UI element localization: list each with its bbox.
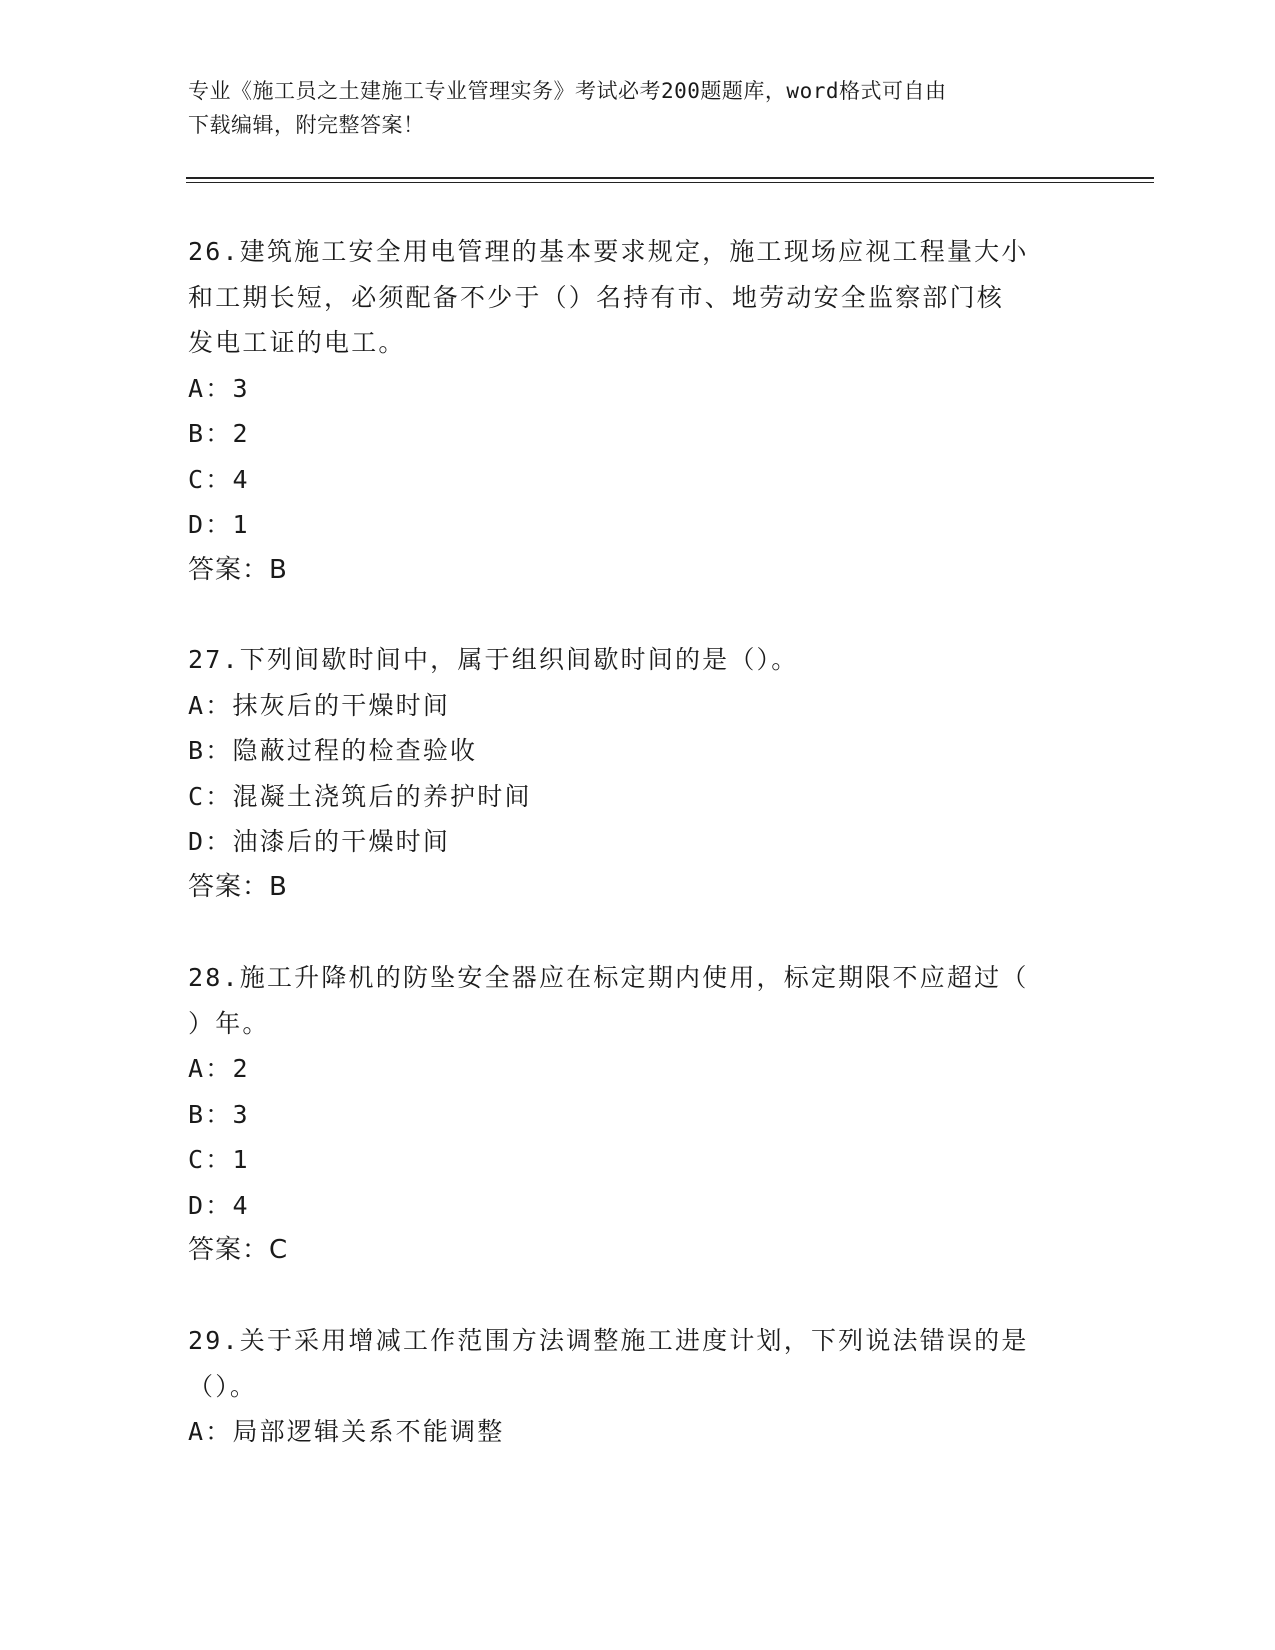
option-d: D：1 (188, 510, 250, 539)
option-a: A：2 (188, 1054, 250, 1083)
header-divider-thick (186, 177, 1154, 179)
question-27 (188, 637, 1088, 910)
option-b: B：2 (188, 419, 250, 448)
stem-line: ）年。 (188, 1008, 270, 1038)
question-26 (188, 229, 1088, 593)
option-b: B：隐蔽过程的检查验收 (188, 736, 478, 765)
option-c: C：混凝土浇筑后的养护时间 (188, 781, 532, 811)
stem-line: 26.建筑施工安全用电管理的基本要求规定，施工现场应视工程量大小 (188, 237, 1029, 266)
option-d: D：4 (188, 1190, 250, 1220)
stem-line: 28.施工升降机的防坠安全器应在标定期内使用，标定期限不应超过（ (188, 963, 1029, 992)
answer: 答案：B (188, 871, 288, 902)
header-line-2: 下载编辑，附完整答案！ (188, 113, 425, 137)
option-c: C：4 (188, 464, 250, 494)
header-line-1: 专业《施工员之土建施工专业管理实务》考试必考200题题库，word格式可自由 (188, 79, 947, 103)
option-b: B：3 (188, 1099, 250, 1129)
stem-line: （）。 (188, 1371, 258, 1401)
answer: 答案：B (188, 554, 288, 585)
question-stem (188, 637, 1088, 683)
answer: 答案：C (188, 1235, 289, 1265)
option-d: D：油漆后的干燥时间 (188, 827, 451, 856)
question-28 (188, 955, 1088, 1274)
document-header (188, 74, 1088, 142)
question-stem (188, 955, 1088, 1046)
stem-line: 发电工证的电工。 (188, 328, 406, 357)
option-a: A：局部逻辑关系不能调整 (188, 1417, 505, 1446)
stem-line: 27.下列间歇时间中，属于组织间歇时间的是（）。 (188, 645, 799, 674)
stem-line: 29.关于采用增减工作范围方法调整施工进度计划，下列说法错误的是 (188, 1326, 1029, 1355)
question-29 (188, 1318, 1088, 1455)
question-stem (188, 1318, 1088, 1409)
option-c: C：1 (188, 1145, 250, 1174)
option-a: A：抹灰后的干燥时间 (188, 690, 451, 720)
header-divider-thin (186, 182, 1154, 183)
option-a: A：3 (188, 373, 250, 403)
question-stem (188, 229, 1088, 366)
stem-line: 和工期长短，必须配备不少于（）名持有市、地劳动安全监察部门核 (188, 282, 1005, 312)
